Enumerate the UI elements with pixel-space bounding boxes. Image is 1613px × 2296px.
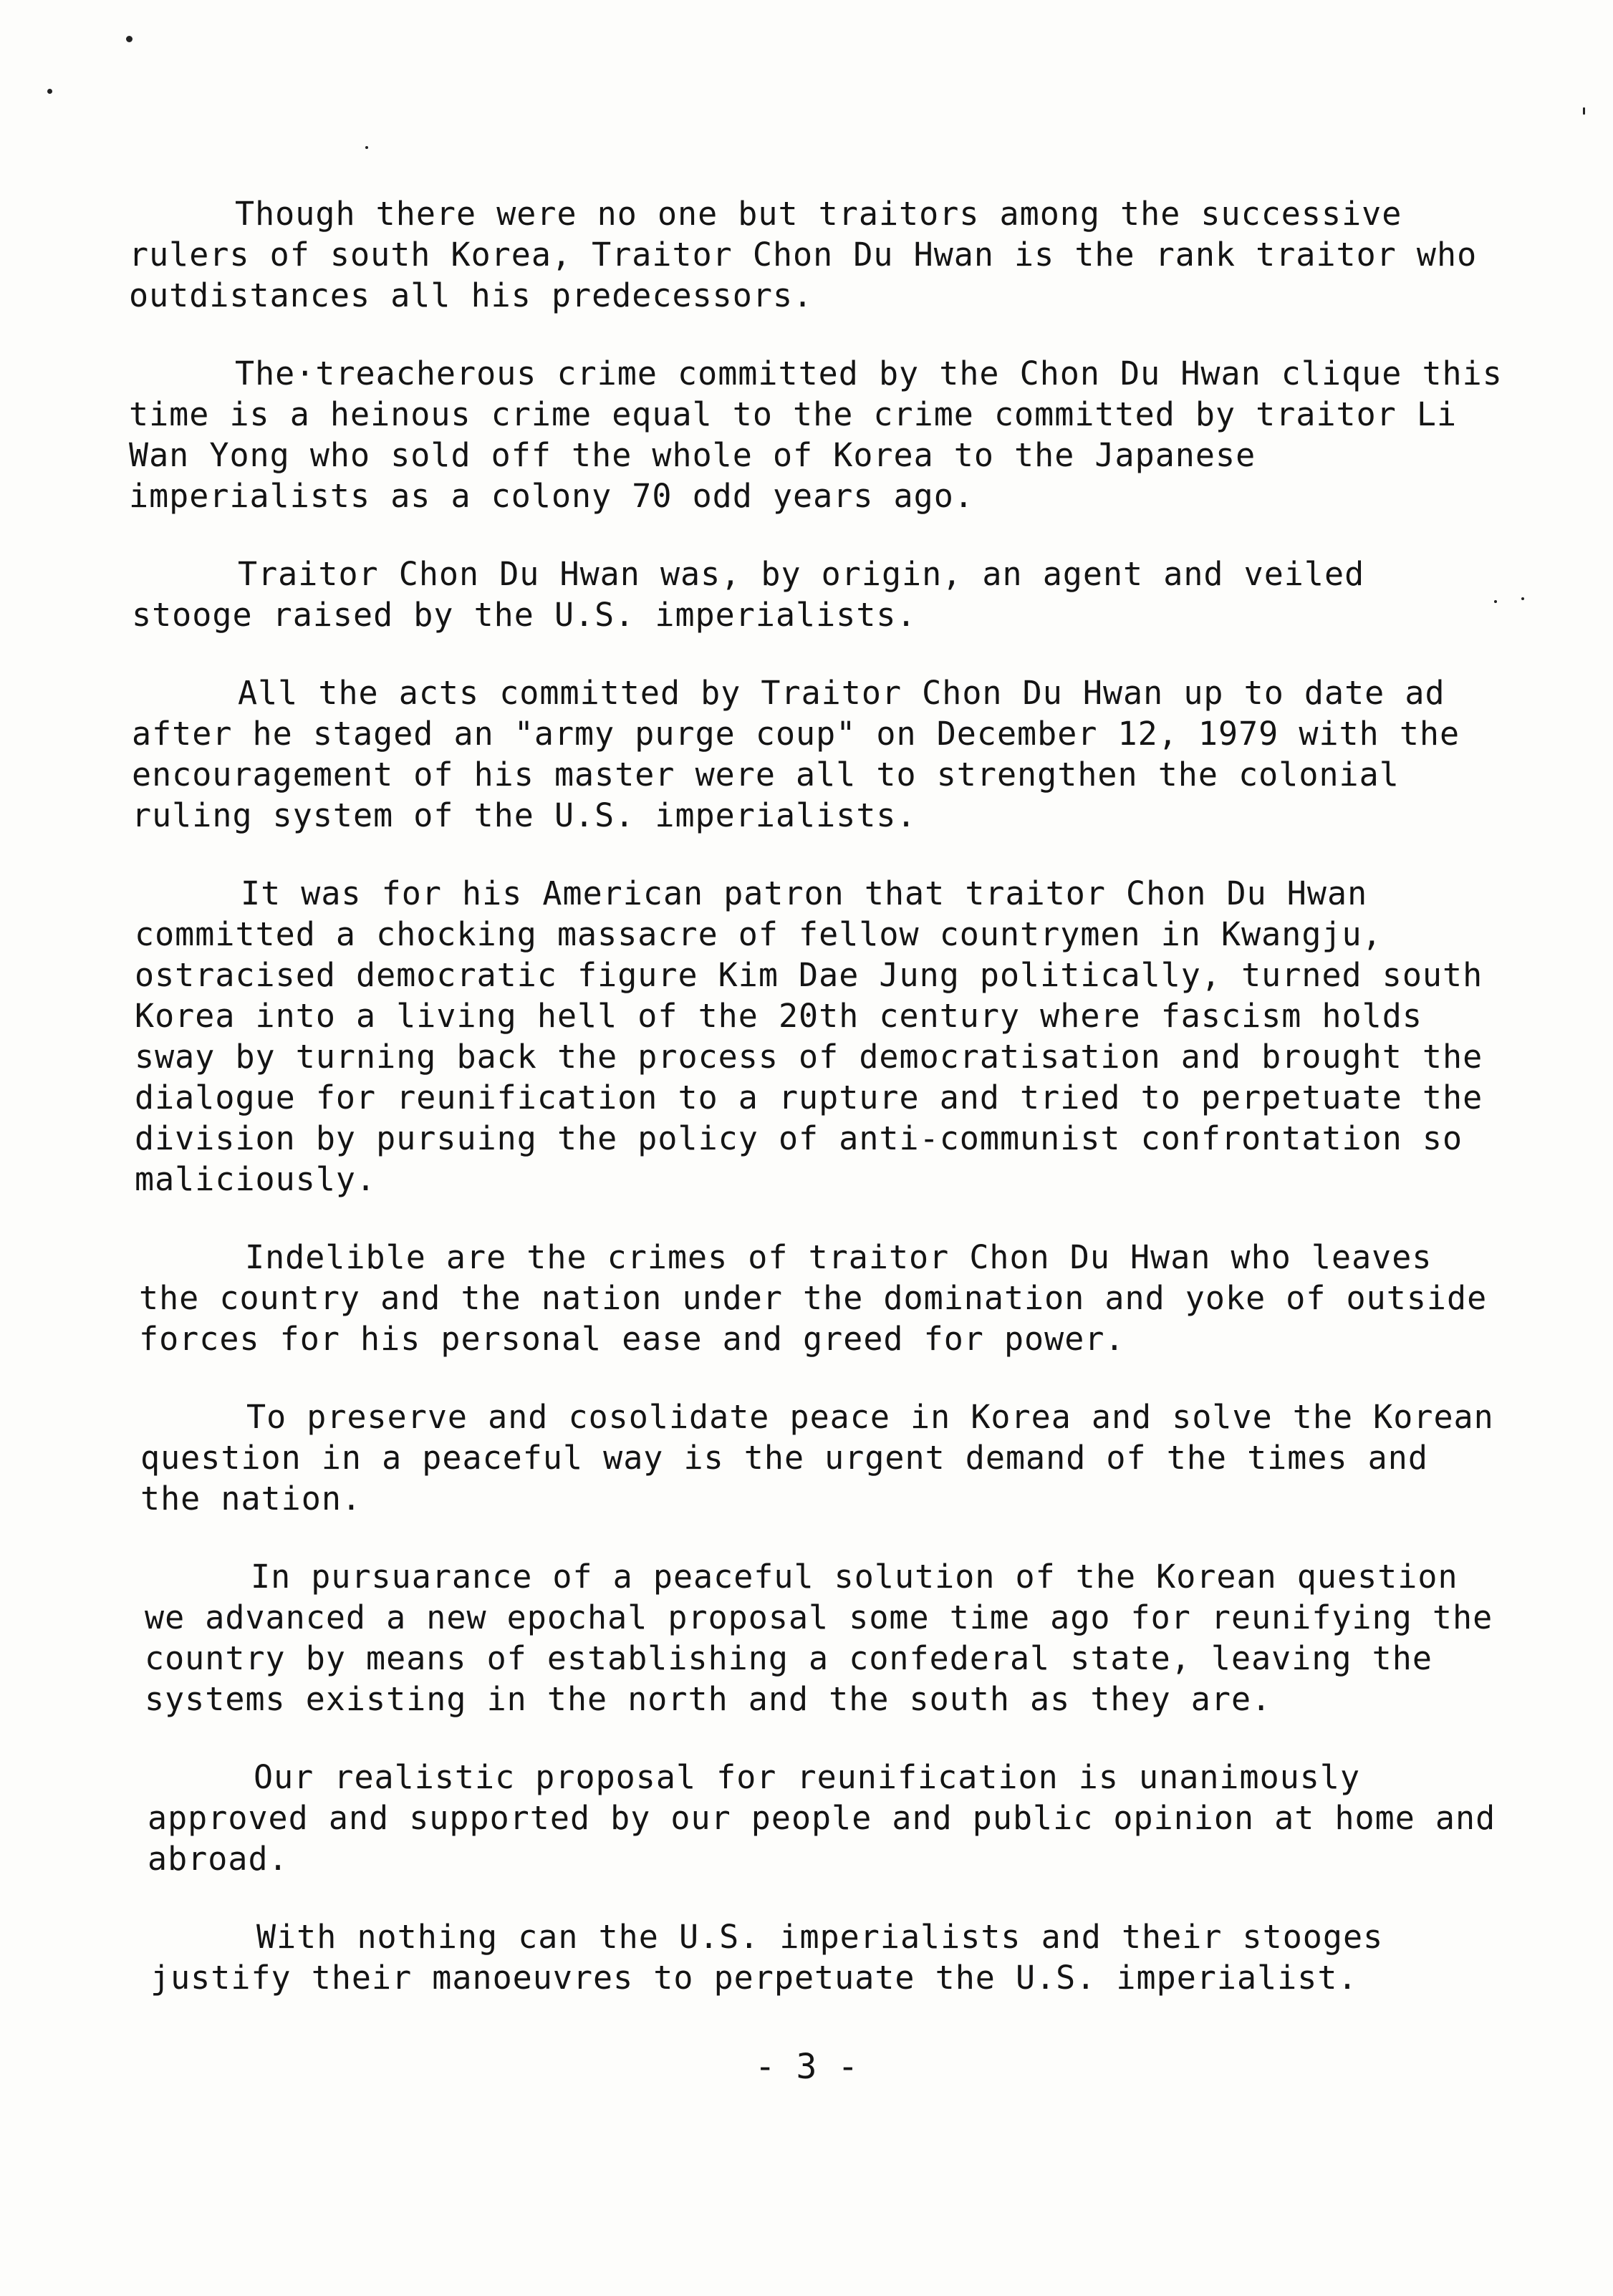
scan-speck — [1521, 597, 1524, 600]
body-text — [129, 193, 1504, 2035]
scan-speck — [47, 89, 52, 94]
paragraph: Though there were no one but traitors among the successive rulers of south Korea, Traitor Chon Du Hwan is the rank traitor who outdistances all his predecessors. — [129, 195, 1478, 314]
page-number: - 3 - — [754, 2047, 859, 2087]
paragraph: Indelible are the crimes of traitor Chon Du Hwan who leaves the country and the nation under the domination and yoke of outside forces for his personal ease and greed for power. — [139, 1238, 1488, 1358]
paragraph: The·treacherous crime committed by the Chon Du Hwan clique this time is a heinous crime equal to the crime committed by traitor Li Wan Yong who sold off the whole of Korea to the Japanese imperialists as a colony 70 odd years ago. — [129, 354, 1503, 515]
paragraph: All the acts committed by Traitor Chon Du Hwan up to date ad after he staged an "army purge coup" on December 12, 1979 with the encouragement of his master were all to strengthen the colonial ruling system of the U.S. imperialists. — [132, 674, 1460, 834]
paragraph: It was for his American patron that traitor Chon Du Hwan committed a chocking massacre of fellow countrymen in Kwangju, ostracised democratic figure Kim Dae Jung politically, turned south Korea into a living hell of the 20th century where fascism holds sway by turning back the process of democratisation and brought the dialogue for reunification to a rupture and tried to perpetuate the division by pursuing the policy of anti-communist confrontation so maliciously. — [135, 874, 1483, 1198]
paragraph: To preserve and cosolidate peace in Korea and solve the Korean question in a peaceful way is the urgent demand of the times and the nation. — [140, 1398, 1494, 1518]
scan-speck — [1583, 107, 1585, 115]
paragraph: Our realistic proposal for reunification is unanimously approved and supported by our people and public opinion at home and abroad. — [148, 1758, 1496, 1878]
paragraph: Traitor Chon Du Hwan was, by origin, an agent and veiled stooge raised by the U.S. imperialists. — [132, 555, 1365, 634]
scan-speck — [126, 36, 133, 42]
scan-speck — [365, 146, 368, 149]
paragraph: With nothing can the U.S. imperialists and their stooges justify their manoeuvres to perpetuate the U.S. imperialist. — [150, 1918, 1384, 1997]
paragraph: In pursuarance of a peaceful solution of the Korean question we advanced a new epochal proposal some time ago for reunifying the country by means of establishing a confederal state, leaving the systems existing in the north and the south as they are. — [145, 1558, 1493, 1718]
